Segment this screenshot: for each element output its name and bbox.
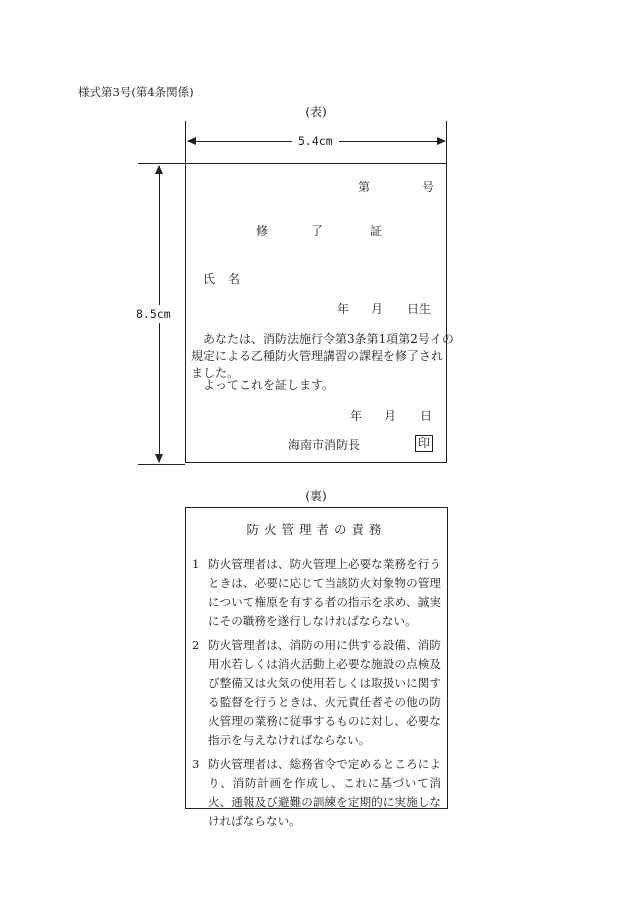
date-day-label: 日 — [420, 409, 433, 423]
date-month-label: 月 — [384, 409, 397, 423]
height-extension-bottom — [138, 464, 185, 465]
width-extension-right — [446, 121, 447, 163]
arrow-right-icon — [437, 137, 446, 145]
name-label-1: 氏 — [203, 272, 216, 286]
duty-text: 防火管理者は、総務省令で定めるところにより、消防計画を作成し、これに基づいて消火、通報及び避難の訓練を定期的に実施しなければならない。 — [208, 757, 441, 828]
number-char-dai: 第 — [358, 180, 371, 194]
certificate-back — [185, 507, 448, 828]
birth-day-label: 日生 — [407, 302, 432, 316]
back-side-label: (裏) — [305, 489, 327, 503]
seal-mark: 印 — [415, 435, 433, 452]
duty-item — [192, 636, 441, 750]
width-label: 5.4cm — [292, 134, 339, 148]
body-line-3: ました。 — [191, 366, 240, 380]
form-title: 様式第3号(第4条関係) — [78, 85, 194, 99]
number-char-go: 号 — [422, 180, 435, 194]
duties-title: 防火管理者の責務 — [246, 522, 387, 537]
height-label: 8.5cm — [132, 305, 175, 323]
certificate-title-2: 了 — [311, 224, 324, 238]
duty-text: 防火管理者は、防火管理上必要な業務を行うときは、必要に応じて当該防火対象物の管理について権原を有する者の指示を求め、誠実にその職務を遂行しなければならない。 — [208, 557, 441, 628]
duty-item — [192, 555, 441, 631]
duty-number: 3 — [192, 757, 200, 771]
birth-month-label: 月 — [371, 302, 384, 316]
arrow-left-icon — [187, 137, 196, 145]
duty-item — [192, 755, 441, 831]
width-extension-left — [185, 121, 186, 163]
certificate-front — [185, 163, 454, 463]
front-side-label: (表) — [305, 105, 327, 119]
body-line-2: 規定による乙種防火管理講習の課程を修了され — [191, 349, 444, 363]
birth-year-label: 年 — [337, 302, 350, 316]
certificate-title-1: 修 — [256, 224, 269, 238]
duty-text: 防火管理者は、消防の用に供する設備、消防用水若しくは消火活動上必要な施設の点検及び整備又は火気の使用若しくは取扱いに関する監督を行うときは、火元責任者その他の防火管理の業務に従事するものに対し、必要な指示を与えなければならない。 — [208, 638, 441, 747]
certificate-title-3: 証 — [370, 224, 383, 238]
duty-number: 1 — [192, 557, 200, 571]
height-extension-top — [138, 163, 185, 164]
duty-number: 2 — [192, 638, 200, 652]
date-year-label: 年 — [350, 409, 363, 423]
body-line-1: あなたは、消防法施行令第3条第1項第2号イの — [203, 332, 454, 346]
arrow-down-icon — [155, 454, 163, 463]
name-label-2: 名 — [228, 272, 241, 286]
issuer-name: 海南市消防長 — [288, 438, 361, 452]
arrow-up-icon — [155, 165, 163, 174]
closing-line: よってこれを証します。 — [203, 378, 335, 392]
